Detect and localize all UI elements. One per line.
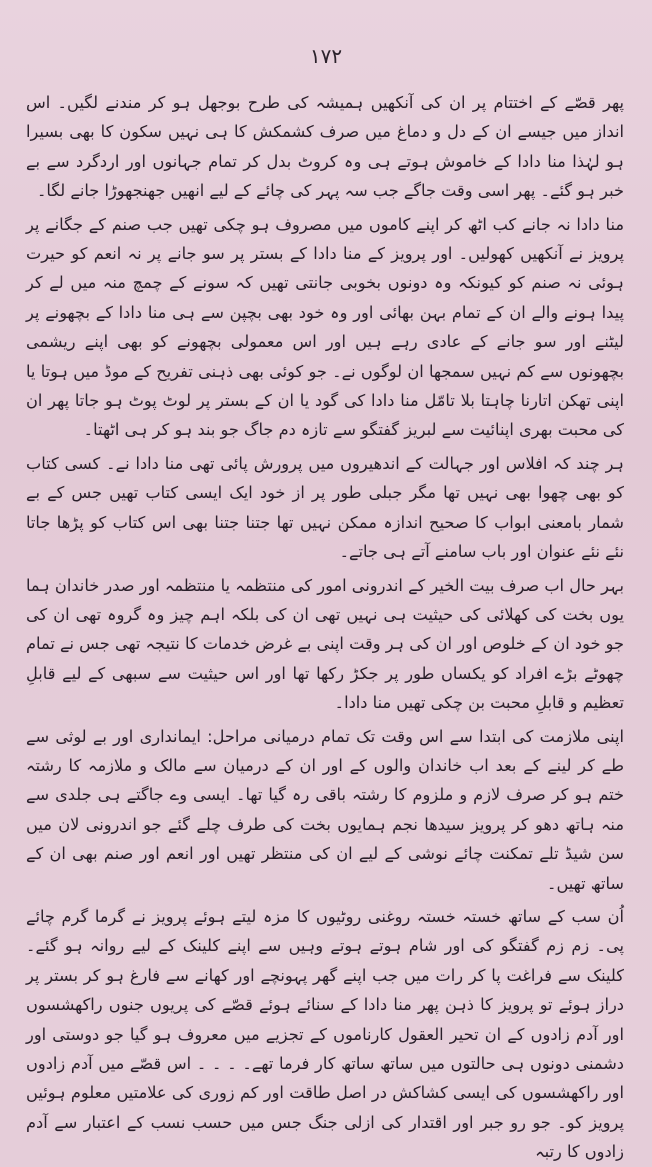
paragraph-2: منا دادا نہ جانے کب اٹھ کر اپنے کاموں میں مصروف ہو چکی تھیں جب صنم کے جگانے پر پرویز نے آنکھیں کھولیں۔ اور پرویز کے منا دادا کے بستر پر سو جانے پر نہ انعم کو حیرت ہوئی نہ صنم کو کیونکہ وہ دونوں بخوبی جانتی تھیں کہ سونے کے چمچ منہ میں لے کر پیدا ہونے والے ان کے تمام بہن بھائی اور وہ خود بھی بچپن سے ہی منا دادا کے بچھونے پر لیٹنے اور سو جانے کے عادی رہے ہیں اور اس معمولی بچھونے کو بھی اپنے ریشمی بچھونوں سے کم نہیں سمجھا ان لوگوں نے۔ جو کوئی بھی ذہنی تفریح کے موڈ میں ہوتا یا اپنی تھکن اتارنا چاہتا بلا تامّل منا دادا کی گود یا ان کے بستر پر لوٹ پوٹ ہو جاتا پھر ان کی محبت بھری اپنائیت سے لبریز گفتگو سے تازہ دم جاگ جو بند ہو کر ہی اٹھتا۔ [26, 214, 624, 440]
page-number: ۱۷۲ [309, 44, 343, 68]
paragraph-4: بہر حال اب صرف بیت الخیر کے اندرونی امور کی منتظمہ یا منتظمہ اور صدر خاندان ہما یوں بخت کی کھلائی کی حیثیت ہی نہیں تھی ان کی بلکہ اہم چیز وہ گروہ تھی ان کی جو خود ان کے خلوص اور ان کی ہر وقت اپنی بے غرض خدمات کا نتیجہ تھی جس نے تمام چھوٹے بڑے افراد کو یکساں طور پر جکڑ رکھا تھا اور اس حیثیت سے سبھی کے لیے قابلِ تعظیم و قابلِ محبت بن چکی تھیں منا دادا۔ [26, 575, 624, 713]
paragraph-6: اُن سب کے ساتھ خستہ خستہ روغنی روٹیوں کا مزہ لیتے ہوئے پرویز نے گرما گرم چائے پی۔ زم زم گفتگو کی اور شام ہوتے ہوتے وہیں سے اپنے کلینک کے لیے روانہ ہو گئے۔ کلینک سے فراغت پا کر رات میں جب اپنے گھر پہونچے اور کھانے سے فارغ ہو کر بستر پر دراز ہوئے تو پرویز کا ذہن پھر منا دادا کے سنائے ہوئے قصّے کی پریوں جنوں راکھشسوں اور آدم زادوں کے ان تحیر العقول کارناموں کے تجزیے میں معروف ہو گیا جو دوستی اور دشمنی دونوں ہی حالتوں میں ساتھ ساتھ کار فرما تھے۔ ۔ ۔ ۔ اس قصّے میں آدم زادوں اور راکھشسوں کی ایسی کشاکش در اصل طاقت اور کم زوری کی علامتیں معلوم ہوئیں پرویز کو۔ جو رو جبر اور اقتدار کی ازلی جنگ جس میں حسب نسب کے اعتبار سے آدم زادوں کا رتبہ [26, 906, 624, 1162]
paragraph-3: ہر چند کہ افلاس اور جہالت کے اندھیروں میں پرورش پائی تھی منا دادا نے۔ کسی کتاب کو بھی چھوا بھی نہیں تھا مگر جبلی طور پر از خود ایک ایسی کتاب تھیں جس کے بے شمار بامعنی ابواب کا صحیح اندازہ ممکن نہیں تھا جتنا جتنا بھی اس کتاب کو پڑھا جاتا نئے نئے عنوان اور باب سامنے آتے ہی جاتے۔ [26, 453, 624, 562]
paragraph-5: اپنی ملازمت کی ابتدا سے اس وقت تک تمام درمیانی مراحل: ایمانداری اور بے لوثی سے طے کر لینے کے بعد اب خاندان والوں کے اور ان کے درمیان سے مالک و ملازمہ کا رشتہ ختم ہو کر صرف لازم و ملزوم کا رشتہ باقی رہ گیا تھا۔ ایسی وے جاگتے ہی جلدی سے منہ ہاتھ دھو کر پرویز سیدھا نجم ہمایوں بخت کی طرف چلے گئے جو اندرونی لان میں سن شیڈ تلے تمکنت چائے نوشی کے لیے ان کی منتظر تھیں اور انعم اور صنم بھی ان کے ساتھ تھیں۔ [26, 726, 624, 893]
body-text [26, 88, 624, 1167]
paragraph-1: پھر قصّے کے اختتام پر ان کی آنکھیں ہمیشہ کی طرح بوجھل ہو کر مندنے لگیں۔ اس انداز میں جیسے ان کے دل و دماغ میں صرف کشمکش کا ہی نہیں سکون کا بھی بسیرا ہو لہٰذا منا دادا کے خاموش ہوتے ہی وہ کروٹ بدل کر تمام جہانوں اور اردگرد سے بے خبر ہو گئے۔ پھر اسی وقت جاگے جب سہ پہر کی چائے کے لیے انھیں جھنجھوڑا جانے لگا۔ [26, 93, 624, 201]
